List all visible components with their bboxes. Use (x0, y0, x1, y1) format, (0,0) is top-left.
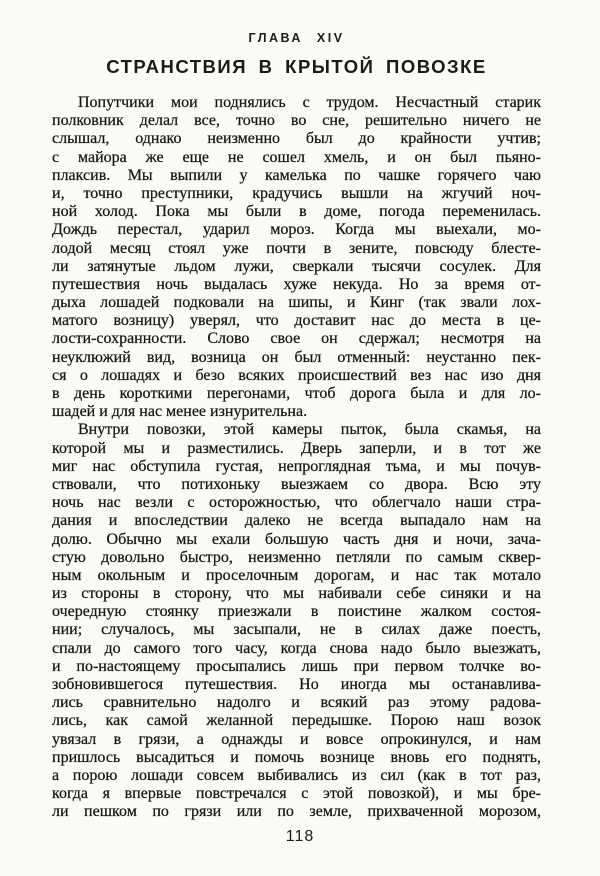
text-line: плаксив. Мы выпили у камелька по чашке горячего чаю (52, 166, 541, 184)
body-text (52, 94, 541, 822)
text-line: дания и впоследствии далеко не всегда выпадало нам на (52, 512, 541, 530)
text-line: нии; случалось, мы засыпали, не в силах даже поесть, (52, 621, 541, 639)
text-paragraph (52, 421, 541, 821)
text-line: ночь нас везли с осторожностью, что облегчало наши стра- (52, 494, 541, 512)
text-line: неуклюжий вид, возница он был отменный: неустанно пек- (52, 348, 541, 366)
text-line: а порою лошади совсем выбивались из сил (как в тот раз, (52, 766, 541, 784)
text-line: шадей и для нас менее изнурительна. (52, 403, 308, 421)
page-title: СТРАНСТВИЯ В КРЫТОЙ ПОВОЗКЕ (106, 56, 487, 77)
text-line: которой мы и разместились. Дверь заперли, и в тот же (52, 439, 541, 457)
text-line: Внутри повозки, этой камеры пыток, была скамья, на (78, 421, 541, 439)
text-line: и по-настоящему просыпались лишь при первом толчке во- (52, 657, 541, 675)
text-line: ным окольным и проселочным дорогам, и нас так мотало (52, 566, 541, 584)
text-line: в день короткими перегонами, чтоб дорога была и для ло- (52, 385, 541, 402)
chapter-label: ГЛАВА XIV (248, 31, 345, 45)
text-line: ной холод. Пока мы были в доме, погода переменилась. (52, 203, 541, 221)
text-line: лись, как самой желанной передышке. Порою наш возок (52, 712, 541, 730)
text-line: пришлось высадиться и помочь вознице вновь его поднять, (52, 748, 541, 766)
text-line: лись сравнительно надолго и всякий раз этому радова- (52, 694, 541, 712)
text-line: зобновившегося путешествия. Но иногда мы останавлива- (52, 676, 541, 693)
text-line: дыха лошадей подковали на шипы, и Кинг (так звали лох- (52, 294, 541, 312)
text-line: ся о лошадях и безо всяких происшествий вез нас изо дня (52, 366, 541, 384)
text-line: слышал, однако неизменно был до крайности учтив; (52, 130, 541, 148)
text-line: лодой месяц стоял уже почти в зените, повсюду блесте- (52, 239, 541, 257)
text-line: стую довольно быстро, неизменно петляли по самым сквер- (52, 548, 541, 566)
text-line: и, точно преступники, крадучись вышли на жгучий ноч- (52, 184, 541, 202)
text-line: миг нас обступила густая, непроглядная тьма, и мы почув- (52, 457, 541, 475)
text-line: спали до самого того часу, когда снова надо было выезжать, (52, 639, 541, 657)
text-line: ли пешком по грязи или по земле, прихваченной морозом, (52, 803, 541, 821)
text-line: матого возницу) уверял, что доставит нас до места в це- (52, 312, 541, 330)
text-line: полковник делал все, точно во сне, решительно ничего не (52, 112, 541, 130)
text-line: когда я впервые повстречался с этой повозкой), и мы бре- (52, 785, 541, 803)
text-line: очередную стоянку приезжали в поистине жалком состоя- (52, 603, 541, 621)
text-line: с майора же еще не сошел хмель, и он был пьяно- (52, 148, 541, 166)
text-line: увязал в грязи, а однажды и вовсе опрокинулся, и нам (52, 730, 541, 748)
text-line: долю. Обычно мы ехали большую часть дня и ночи, зача- (52, 530, 541, 548)
text-line: ли затянутые льдом лужи, сверкали тысячи сосулек. Для (52, 257, 541, 275)
text-line: Дождь перестал, ударил мороз. Когда мы выехали, мо- (52, 221, 541, 239)
text-line: ствовали, что потихоньку выезжаем со двора. Всю эту (52, 475, 541, 493)
text-line: из стороны в сторону, что мы набивали себе синяки и на (52, 585, 541, 603)
text-paragraph (52, 94, 541, 421)
text-line: лости-сохранности. Слово свое он сдержал; несмотря на (52, 330, 541, 348)
page-number: 118 (285, 828, 315, 845)
text-line: Попутчики мои поднялись с трудом. Несчастный старик (78, 94, 541, 111)
text-line: путешествия ночь выдалась хуже некуда. Но за время от- (52, 275, 541, 293)
